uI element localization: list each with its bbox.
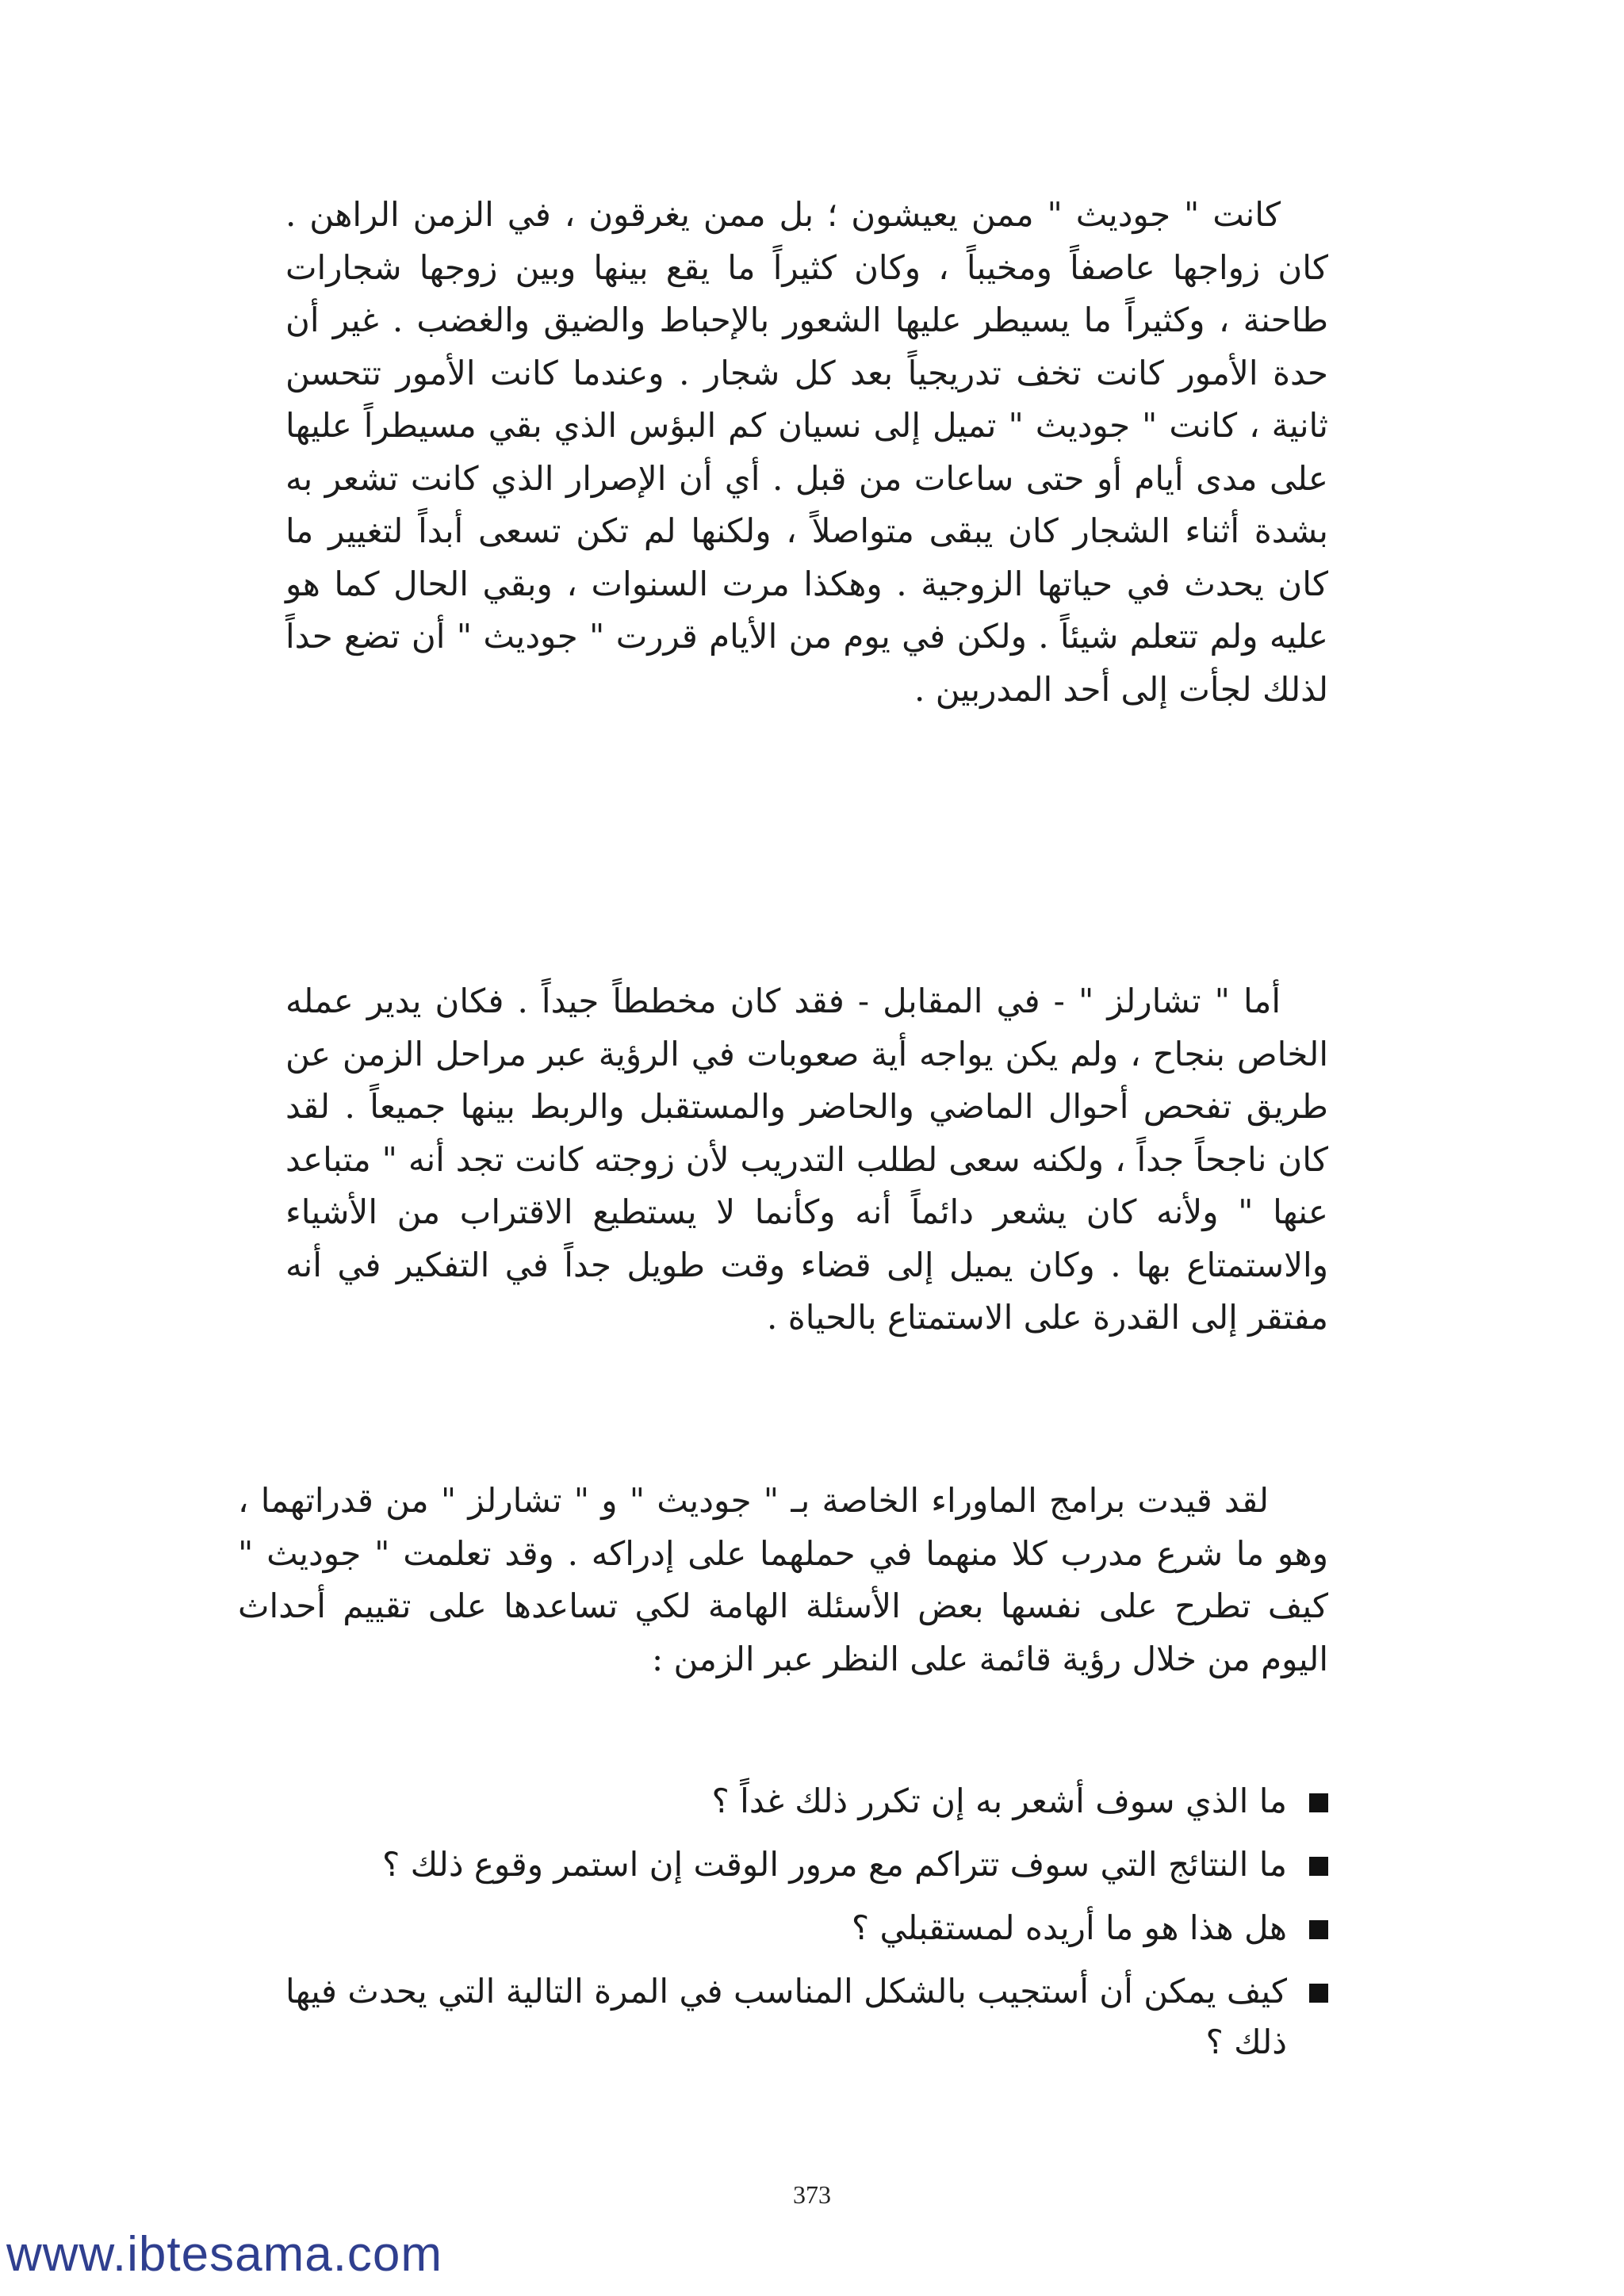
list-item: [285, 1776, 1328, 1827]
square-bullet-icon: [1309, 1984, 1328, 2003]
list-item-text: كيف يمكن أن أستجيب بالشكل المناسب في المرة التالية التي يحدث فيها ذلك ؟: [285, 1972, 1287, 2061]
square-bullet-icon: [1309, 1793, 1328, 1812]
paragraph-meta-programs: لقد قيدت برامج الماوراء الخاصة بـ " جوديث " و " تشارلز " من قدراتهما ، وهو ما شرع مدرب كلا منهما في حملهما على إدراكه . وقد تعلمت " جوديث " كيف تطرح على نفسها بعض الأسئلة الهامة لكي تساعدها على تقييم أحداث اليوم من خلال رؤية قائمة على النظر عبر الزمن :: [238, 1481, 1328, 1678]
site-watermark: www.ibtesama.com: [6, 2227, 443, 2282]
paragraph-charles: أما " تشارلز " - في المقابل - فقد كان مخططاً جيداً . فكان يدير عمله الخاص بنجاح ، ولم يكن يواجه أية صعوبات في الرؤية عبر مراحل الزمن عن طريق تفحص أحوال الماضي والحاضر والمستقبل والربط بينها جميعاً . لقد كان ناجحاً جداً ، ولكنه سعى لطلب التدريب لأن زوجته كانت تجد أنه " متباعد عنها " ولأنه كان يشعر دائماً أنه وكأنما لا يستطيع الاقتراب من الأشياء والاستمتاع بها . وكان يميل إلى قضاء وقت طويل جداً في التفكير في أنه مفتقر إلى القدرة على الاستمتاع بالحياة .: [285, 982, 1328, 1337]
list-item-text: ما النتائج التي سوف تتراكم مع مرور الوقت إن استمر وقوع ذلك ؟: [381, 1845, 1287, 1884]
paragraph-judith: كانت " جوديث " ممن يعيشون ؛ بل ممن يغرقون ، في الزمن الراهن . كان زواجها عاصفاً ومخيباً ، وكان كثيراً ما يقع بينها وبين زوجها شجارات طاحنة ، وكثيراً ما يسيطر عليها الشعور بالإحباط والضيق والغضب . غير أن حدة الأمور كانت تخف تدريجياً بعد كل شجار . وعندما كانت الأمور تتحسن ثانية ، كانت " جوديث " تميل إلى نسيان كم البؤس الذي بقي مسيطراً عليها على مدى أيام أو حتى ساعات من قبل . أي أن الإصرار الذي كانت تشعر به بشدة أثناء الشجار كان يبقى متواصلاً ، ولكنها لم تكن تسعى أبداً لتغيير ما كان يحدث في حياتها الزوجية . وهكذا مرت السنوات ، وبقي الحال كما هو عليه ولم تتعلم شيئاً . ولكن في يوم من الأيام قررت " جوديث " أن تضع حداً لذلك لجأت إلى أحد المدربين .: [285, 195, 1328, 709]
square-bullet-icon: [1309, 1857, 1328, 1876]
list-item: [285, 1839, 1328, 1890]
page-number: 373: [793, 2180, 831, 2209]
list-item-text: هل هذا هو ما أريده لمستقبلي ؟: [851, 1908, 1287, 1947]
square-bullet-icon: [1309, 1920, 1328, 1939]
list-item: [285, 1966, 1328, 2068]
list-item: [285, 1903, 1328, 1954]
list-item-text: ما الذي سوف أشعر به إن تكرر ذلك غداً ؟: [711, 1781, 1287, 1820]
question-list: [285, 1776, 1328, 2080]
